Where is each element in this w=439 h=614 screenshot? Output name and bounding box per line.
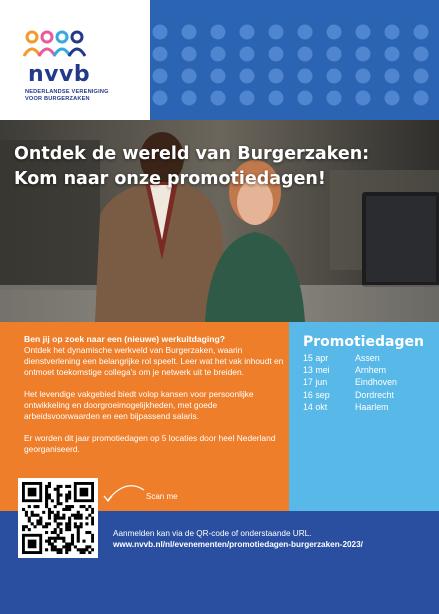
qr-module	[65, 494, 68, 497]
logo-wordmark: nvvb	[28, 62, 91, 87]
qr-module	[88, 505, 91, 508]
qr-module	[71, 534, 74, 537]
pattern-dot	[385, 91, 400, 106]
logo-subtitle-line1: NEDERLANDSE VERENIGING	[25, 89, 109, 95]
qr-module	[74, 545, 77, 548]
qr-module	[36, 522, 39, 525]
event-date: 14 okt	[303, 401, 328, 412]
qr-module	[85, 545, 88, 548]
qr-module	[59, 517, 62, 520]
qr-module	[57, 551, 60, 554]
qr-module	[45, 548, 48, 551]
qr-module	[65, 542, 68, 545]
qr-module	[25, 525, 28, 528]
qr-module	[88, 531, 91, 534]
event-city: Assen	[355, 353, 380, 363]
qr-module	[45, 494, 48, 497]
qr-module	[91, 511, 94, 514]
qr-module	[68, 528, 71, 531]
qr-module	[28, 488, 37, 497]
qr-module	[77, 517, 80, 520]
qr-module	[71, 542, 74, 545]
qr-module	[68, 485, 71, 488]
qr-module	[91, 519, 94, 522]
intro-paragraph-2: Het levendige vakgebied biedt volop kansen voor persoonlijke ontwikkeling en doorgroeimogelijkheden, met goede arbeidsvoorwaarden en een bijpassend salaris.	[24, 389, 254, 421]
qr-module	[82, 540, 85, 543]
qr-module	[25, 511, 28, 514]
qr-module	[28, 540, 37, 549]
headline	[14, 142, 369, 192]
qr-module	[39, 522, 42, 525]
qr-module	[65, 545, 68, 548]
qr-module	[85, 531, 88, 534]
pattern-dot	[298, 91, 313, 106]
qr-module	[88, 545, 91, 548]
pattern-dot	[153, 47, 168, 62]
qr-module	[48, 511, 51, 514]
promo-event-row	[303, 389, 397, 401]
pattern-dot	[298, 69, 313, 84]
qr-module	[91, 508, 94, 511]
qr-module	[31, 522, 34, 525]
pattern-dot	[240, 69, 255, 84]
qr-module	[68, 525, 71, 528]
pattern-dot	[211, 47, 226, 62]
qr-module	[42, 525, 45, 528]
qr-module	[48, 496, 51, 499]
pattern-dot	[414, 47, 429, 62]
qr-module	[54, 548, 57, 551]
qr-module	[65, 548, 68, 551]
pattern-dot	[269, 69, 284, 84]
qr-module	[59, 485, 62, 488]
intro-paragraph-3: Er worden dit jaar promotiedagen op 5 locaties door heel Nederland georganiseerd.	[24, 433, 276, 454]
headline-line2: Kom naar onze promotiedagen!	[14, 169, 326, 189]
qr-module	[51, 531, 54, 534]
qr-module	[68, 496, 71, 499]
promo-title: Promotiedagen	[303, 334, 424, 350]
qr-module	[54, 519, 57, 522]
qr-module	[45, 522, 48, 525]
qr-module	[68, 519, 71, 522]
qr-module	[80, 522, 83, 525]
qr-module	[65, 505, 68, 508]
qr-module	[88, 514, 91, 517]
qr-module	[59, 528, 62, 531]
qr-module	[34, 525, 37, 528]
scan-me-label: Scan me	[146, 492, 178, 501]
qr-module	[59, 531, 62, 534]
qr-module	[54, 531, 57, 534]
event-city: Dordrecht	[355, 389, 394, 400]
qr-module	[91, 540, 94, 543]
qr-module	[36, 514, 39, 517]
qr-module	[65, 485, 68, 488]
pattern-dot	[385, 25, 400, 40]
qr-module	[71, 514, 74, 517]
qr-module	[48, 537, 51, 540]
pattern-dot	[327, 91, 342, 106]
qr-module	[80, 551, 83, 554]
qr-module	[65, 525, 68, 528]
dot-pattern-icon	[150, 0, 439, 120]
intro-text	[24, 334, 286, 466]
promo-event-row	[303, 352, 397, 364]
pattern-dot	[153, 91, 168, 106]
pattern-dot	[240, 47, 255, 62]
qr-module	[59, 548, 62, 551]
qr-module	[82, 551, 85, 554]
qr-module	[39, 517, 42, 520]
qr-module	[71, 537, 74, 540]
qr-module	[48, 540, 51, 543]
intro-paragraph-1: Ontdek het dynamische werkveld van Burgerzaken, waarin dienstverlening een belangrijke rol speelt. Leer wat het vak inhoudt en ontmoet toekomstige collega's om je netwerk uit te breiden.	[24, 345, 284, 377]
pattern-dot	[298, 25, 313, 40]
qr-module	[48, 482, 51, 485]
qr-module	[25, 514, 28, 517]
qr-module	[59, 537, 62, 540]
qr-module	[57, 499, 60, 502]
pattern-dot	[240, 91, 255, 106]
qr-module	[77, 534, 80, 537]
qr-module	[71, 505, 74, 508]
qr-module	[68, 542, 71, 545]
qr-module	[48, 514, 51, 517]
qr-module	[51, 537, 54, 540]
qr-module	[59, 494, 62, 497]
qr-module	[68, 505, 71, 508]
qr-module	[45, 525, 48, 528]
qr-module	[77, 528, 80, 531]
qr-module	[85, 517, 88, 520]
promo-event-row	[303, 401, 397, 413]
qr-module	[45, 531, 48, 534]
qr-module	[57, 522, 60, 525]
qr-module	[22, 528, 25, 531]
pattern-dot	[182, 91, 197, 106]
qr-module	[45, 496, 48, 499]
qr-module	[65, 499, 68, 502]
pattern-dot	[182, 69, 197, 84]
pattern-dot	[356, 47, 371, 62]
qr-module	[80, 488, 89, 497]
qr-module	[57, 514, 60, 517]
qr-module	[57, 496, 60, 499]
qr-module	[54, 505, 57, 508]
qr-module	[91, 522, 94, 525]
qr-module	[54, 517, 57, 520]
qr-module	[59, 551, 62, 554]
qr-module	[51, 545, 54, 548]
header	[0, 0, 439, 120]
qr-module	[80, 517, 83, 520]
qr-module	[62, 540, 65, 543]
qr-module	[80, 548, 83, 551]
qr-module	[34, 514, 37, 517]
qr-module	[80, 525, 83, 528]
qr-module	[77, 540, 80, 543]
qr-module	[48, 508, 51, 511]
promo-event-row	[303, 364, 397, 376]
qr-module	[77, 511, 80, 514]
qr-module	[91, 537, 94, 540]
qr-module	[85, 522, 88, 525]
pattern-dot	[240, 25, 255, 40]
qr-module	[57, 485, 60, 488]
qr-module	[62, 517, 65, 520]
pattern-dot	[414, 25, 429, 40]
qr-module	[45, 485, 48, 488]
event-city: Eindhoven	[355, 377, 397, 388]
event-city: Haarlem	[355, 401, 389, 412]
qr-module	[68, 517, 71, 520]
pattern-dot	[356, 25, 371, 40]
qr-module	[62, 545, 65, 548]
qr-module	[65, 551, 68, 554]
qr-module	[57, 517, 60, 520]
pattern-dot	[414, 91, 429, 106]
qr-module	[45, 499, 48, 502]
qr-module	[57, 502, 60, 505]
qr-module	[42, 511, 45, 514]
nvvb-logo	[22, 28, 132, 118]
qr-module	[68, 491, 71, 494]
pattern-dot	[327, 47, 342, 62]
qr-module	[59, 502, 62, 505]
pattern-dot	[211, 25, 226, 40]
qr-module	[57, 534, 60, 537]
signup-url-link[interactable]: www.nvvb.nl/nl/evenementen/promotiedagen-burgerzaken-2023/	[113, 540, 363, 549]
signup-text: Aanmelden kan via de QR-code of onderstaande URL.	[113, 529, 312, 538]
pattern-dot	[182, 25, 197, 40]
intro-question: Ben jij op zoek naar een (nieuwe) werkuitdaging?	[24, 334, 226, 344]
pattern-dot	[211, 69, 226, 84]
qr-module	[62, 508, 65, 511]
qr-module	[57, 537, 60, 540]
qr-module	[77, 537, 80, 540]
qr-module	[74, 525, 77, 528]
pattern-dot	[414, 69, 429, 84]
pattern-dot	[385, 69, 400, 84]
logo-subtitle-line2: VOOR BURGERZAKEN	[25, 96, 90, 102]
qr-module	[31, 514, 34, 517]
qr-module	[54, 537, 57, 540]
qr-module	[91, 548, 94, 551]
pattern-dot	[269, 25, 284, 40]
logo-subtitle	[25, 89, 109, 103]
qr-module	[74, 514, 77, 517]
qr-module	[54, 488, 57, 491]
pattern-dot	[153, 69, 168, 84]
qr-module	[22, 508, 25, 511]
qr-module	[65, 522, 68, 525]
qr-module	[74, 517, 77, 520]
qr-module	[85, 508, 88, 511]
qr-module	[45, 505, 48, 508]
qr-module	[68, 522, 71, 525]
promo-event-list	[303, 352, 397, 413]
qr-module	[62, 514, 65, 517]
qr-module	[80, 505, 83, 508]
people-logo-icon	[22, 28, 102, 58]
qr-module	[62, 537, 65, 540]
qr-module	[54, 540, 57, 543]
event-date: 17 jun	[303, 377, 328, 388]
qr-module	[91, 517, 94, 520]
qr-module	[88, 551, 91, 554]
headline-line1: Ontdek de wereld van Burgerzaken:	[14, 144, 370, 164]
qr-module	[77, 548, 80, 551]
curved-arrow-icon	[100, 482, 148, 508]
qr-module	[51, 548, 54, 551]
pattern-dot	[356, 69, 371, 84]
event-date: 16 sep	[303, 389, 330, 400]
qr-module	[65, 496, 68, 499]
qr-module	[48, 494, 51, 497]
qr-module	[51, 511, 54, 514]
qr-module	[57, 548, 60, 551]
pattern-dot	[356, 91, 371, 106]
qr-module	[57, 494, 60, 497]
qr-module	[77, 514, 80, 517]
qr-module	[54, 528, 57, 531]
promo-event-row	[303, 376, 397, 388]
qr-module	[45, 488, 48, 491]
dot-pattern-panel	[150, 0, 439, 120]
qr-module	[28, 517, 31, 520]
qr-module	[28, 528, 31, 531]
qr-module	[68, 545, 71, 548]
qr-module	[74, 522, 77, 525]
qr-module	[45, 491, 48, 494]
qr-module	[82, 548, 85, 551]
qr-module	[48, 485, 51, 488]
qr-module	[31, 511, 34, 514]
pattern-dot	[211, 91, 226, 106]
qr-module	[34, 505, 37, 508]
qr-module	[65, 508, 68, 511]
event-city: Arnhem	[355, 365, 387, 376]
qr-module	[51, 542, 54, 545]
qr-module	[82, 505, 85, 508]
qr-module	[68, 508, 71, 511]
qr-module	[59, 522, 62, 525]
qr-module	[28, 519, 31, 522]
qr-module	[91, 534, 94, 537]
pattern-dot	[385, 47, 400, 62]
qr-module	[48, 542, 51, 545]
qr-module	[54, 545, 57, 548]
qr-module	[57, 491, 60, 494]
qr-module	[57, 511, 60, 514]
qr-module	[36, 505, 39, 508]
qr-module	[22, 525, 25, 528]
qr-module	[45, 502, 48, 505]
qr-code-icon	[22, 482, 94, 554]
qr-module	[68, 494, 71, 497]
qr-module	[48, 517, 51, 520]
qr-module	[36, 519, 39, 522]
pattern-dot	[327, 25, 342, 40]
qr-module	[65, 528, 68, 531]
qr-module	[54, 514, 57, 517]
qr-module	[85, 548, 88, 551]
pattern-dot	[269, 47, 284, 62]
pattern-dot	[269, 91, 284, 106]
pattern-dot	[298, 47, 313, 62]
pattern-dot	[182, 47, 197, 62]
qr-module	[68, 548, 71, 551]
qr-code[interactable]	[18, 478, 98, 558]
qr-module	[51, 499, 54, 502]
qr-module	[57, 488, 60, 491]
event-date: 13 mei	[303, 365, 330, 376]
qr-module	[57, 525, 60, 528]
promo-panel	[289, 322, 439, 511]
qr-module	[39, 519, 42, 522]
qr-module	[77, 525, 80, 528]
qr-module	[71, 540, 74, 543]
qr-module	[80, 514, 83, 517]
pattern-dot	[327, 69, 342, 84]
qr-module	[77, 531, 80, 534]
qr-module	[28, 505, 31, 508]
pattern-dot	[153, 25, 168, 40]
qr-module	[45, 540, 48, 543]
qr-module	[48, 522, 51, 525]
event-date: 15 apr	[303, 353, 329, 363]
